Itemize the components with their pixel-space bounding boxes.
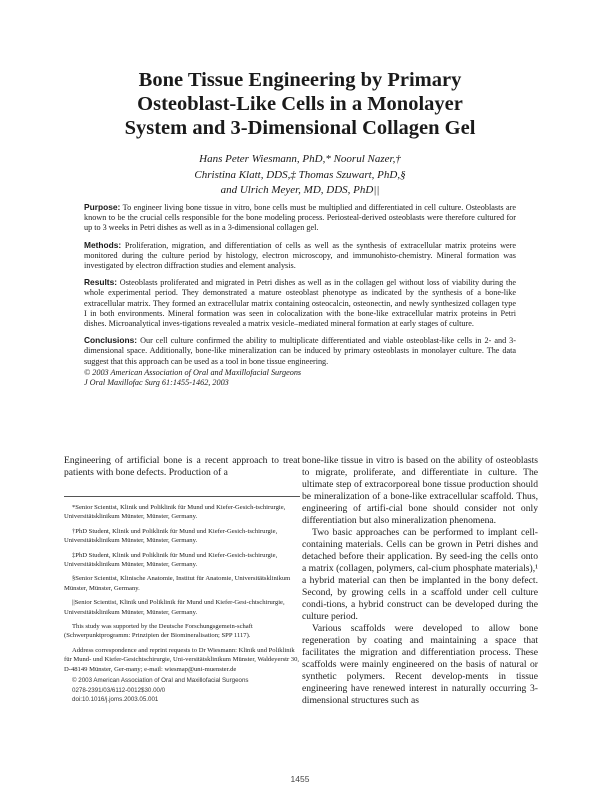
footnote: ||Senior Scientist, Klinik und Poliklinik für Mund und Kiefer-Gesi-chtschirurgie, Universitätsklinikum Münster, Münster, Germany. — [64, 599, 285, 616]
page-number: 1455 — [290, 774, 310, 784]
footnote: ‡PhD Student, Klinik und Poliklinik für Mund und Kiefer-Gesich-tschirurgie, Universitätsklinikum Münster, Münster, Germany. — [64, 551, 278, 569]
author-line: Christina Klatt, DDS,‡ Thomas Szuwart, PhD,§ — [194, 168, 406, 181]
results-label: Results: — [84, 277, 118, 288]
funding-note: This study was supported by the Deutsche Forschungsgemein-schaft (Schwerpunktprogramm: Prinzipien der Biomineralisation; SPP 1117). — [64, 623, 253, 640]
journal-citation: J Oral Maxillofac Surg 61:1455-1462, 2003 — [84, 378, 229, 388]
copyright-meta: © 2003 American Association of Oral and Maxillofacial Surgeons — [72, 677, 249, 685]
footnotes — [64, 496, 300, 704]
abstract-conclusions — [84, 335, 516, 367]
intro-paragraph: Engineering of artificial bone is a recent approach to treat patients with bone defects. Production of a — [64, 455, 300, 478]
body-paragraph: Various scaffolds were developed to allow bone regeneration by coating and maintaining a space that facilitates the migration and differentiation process. These scaffolds were mainly engineered on the basis of natural or synthetic polymers. Recent develop-ments in tissue engineering have renewed interest in naturally occurring 3-dimensional structures such as — [302, 623, 538, 706]
footnote: †PhD Student, Klinik und Poliklinik für Mund und Kiefer-Gesich-tschirurgie, Universitätsklinikum Münster, Münster, Germany. — [64, 527, 278, 545]
body-paragraph: bone-like tissue in vitro is based on the ability of osteoblasts to migrate, proliferate, and differentiate in culture. The ultimate step of extracorporeal bone tissue production should be mineralization of a bone-like extracellular scaffold. Thus, engineering of artifi-cial bone should consider not only differentiation but also mineralization phenomena. — [302, 455, 538, 526]
results-text: Osteoblasts proliferated and migrated in Petri dishes as well as in the collagen gel without loss of viability during the whole experimental period. They demonstrated a mature osteoblast phenotype as indicated by the synthesis of a bone-like extracellular matrix. They formed an extracellular matrix containing osteocalcin, osteonectin, and newly synthesized collagen type I in both environments. Mineral formation was seen in colocalization with the bone-like extracellular matrix proteins in Petri dishes. Microanalytical inves-tigations revealed a matrix vesicle–mediated mineral formation at early stages of culture. — [84, 278, 516, 329]
conclusions-text: Our cell culture confirmed the ability to multiplicate differentiated and viable osteoblast-like cells in 2- and 3-dimensional space. Additionally, bone-like mineralization can be induced by primary osteoblasts in monolayer culture. The data suggest that this approach can be used as a tool in bone tissue engineering. — [84, 336, 516, 366]
abstract — [84, 202, 516, 388]
title-line: Osteoblast-Like Cells in a Monolayer — [137, 93, 463, 115]
purpose-label: Purpose: — [84, 202, 121, 212]
correspondence-note: Address correspondence and reprint requests to Dr Wiesmann: Klinik und Poliklinik für Mund- und Kiefer-Gesichtschirurgie, Uni-versitätsklinikum Münster, Waldeyerstr 30, D-48149 Münster, Ger-many; e-mail: wiesmap@uni-muenster.de — [64, 646, 300, 673]
abstract-purpose — [84, 202, 516, 234]
copyright-line: © 2003 American Association of Oral and Maxillofacial Surgeons — [84, 367, 302, 377]
body-paragraph: Two basic approaches can be performed to implant cell-containing materials. Cells can be grown in Petri dishes and detached before their application. By seed-ing the cells onto a matrix (collagen, polymers, cal-cium phosphate materials),¹ a hybrid material can then be implanted in the bony defect. Second, by growing cells in a scaffold under cell culture condi-tions, a hybrid construct can be developed during the culture period. — [302, 527, 538, 622]
conclusions-label: Conclusions: — [84, 335, 138, 346]
methods-label: Methods: — [84, 239, 122, 250]
author-line: Hans Peter Wiesmann, PhD,* Noorul Nazer,† — [199, 153, 401, 165]
author-list — [60, 152, 540, 199]
title-line: System and 3-Dimensional Collagen Gel — [124, 117, 476, 139]
abstract-methods — [84, 240, 516, 272]
methods-text: Proliferation, migration, and differentiation of cells as well as the synthesis of extracellular matrix proteins were monitored during the culture period by histology, electron microscopy, and immunohisto-chemistry. Mineral formation was investigated by electron diffraction studies and element analysis. — [84, 240, 516, 271]
title-line: Bone Tissue Engineering by Primary — [138, 69, 462, 91]
purpose-text: To engineer living bone tissue in vitro, bone cells must be multiplied and differentiated in cell culture. Osteoblasts are known to be the crucial cells responsible for the bone modeling process. Periosteal-derived osteoblasts were therefore cultured for up to 3 weeks in Petri dishes as well as in a 3-dimensional collagen gel. — [84, 203, 516, 233]
right-column — [302, 455, 538, 707]
footnote: *Senior Scientist, Klinik und Poliklinik für Mund und Kiefer-Gesich-tschirurgie, Universitätsklinikum Münster, Münster, Germany. — [64, 504, 286, 521]
article-title — [60, 68, 540, 140]
author-line: and Ulrich Meyer, MD, DDS, PhD|| — [220, 184, 380, 196]
issn-meta: 0278-2391/03/6112-0012$30.00/0 — [72, 686, 166, 694]
footnote: §Senior Scientist, Klinische Anatomie, Institut für Anatomie, Universitätsklinikum Münster, Münster, Germany. — [64, 575, 291, 592]
doi-meta: doi:10.1016/j.joms.2003.05.001 — [72, 695, 159, 703]
abstract-results — [84, 277, 516, 329]
left-column — [64, 455, 300, 479]
